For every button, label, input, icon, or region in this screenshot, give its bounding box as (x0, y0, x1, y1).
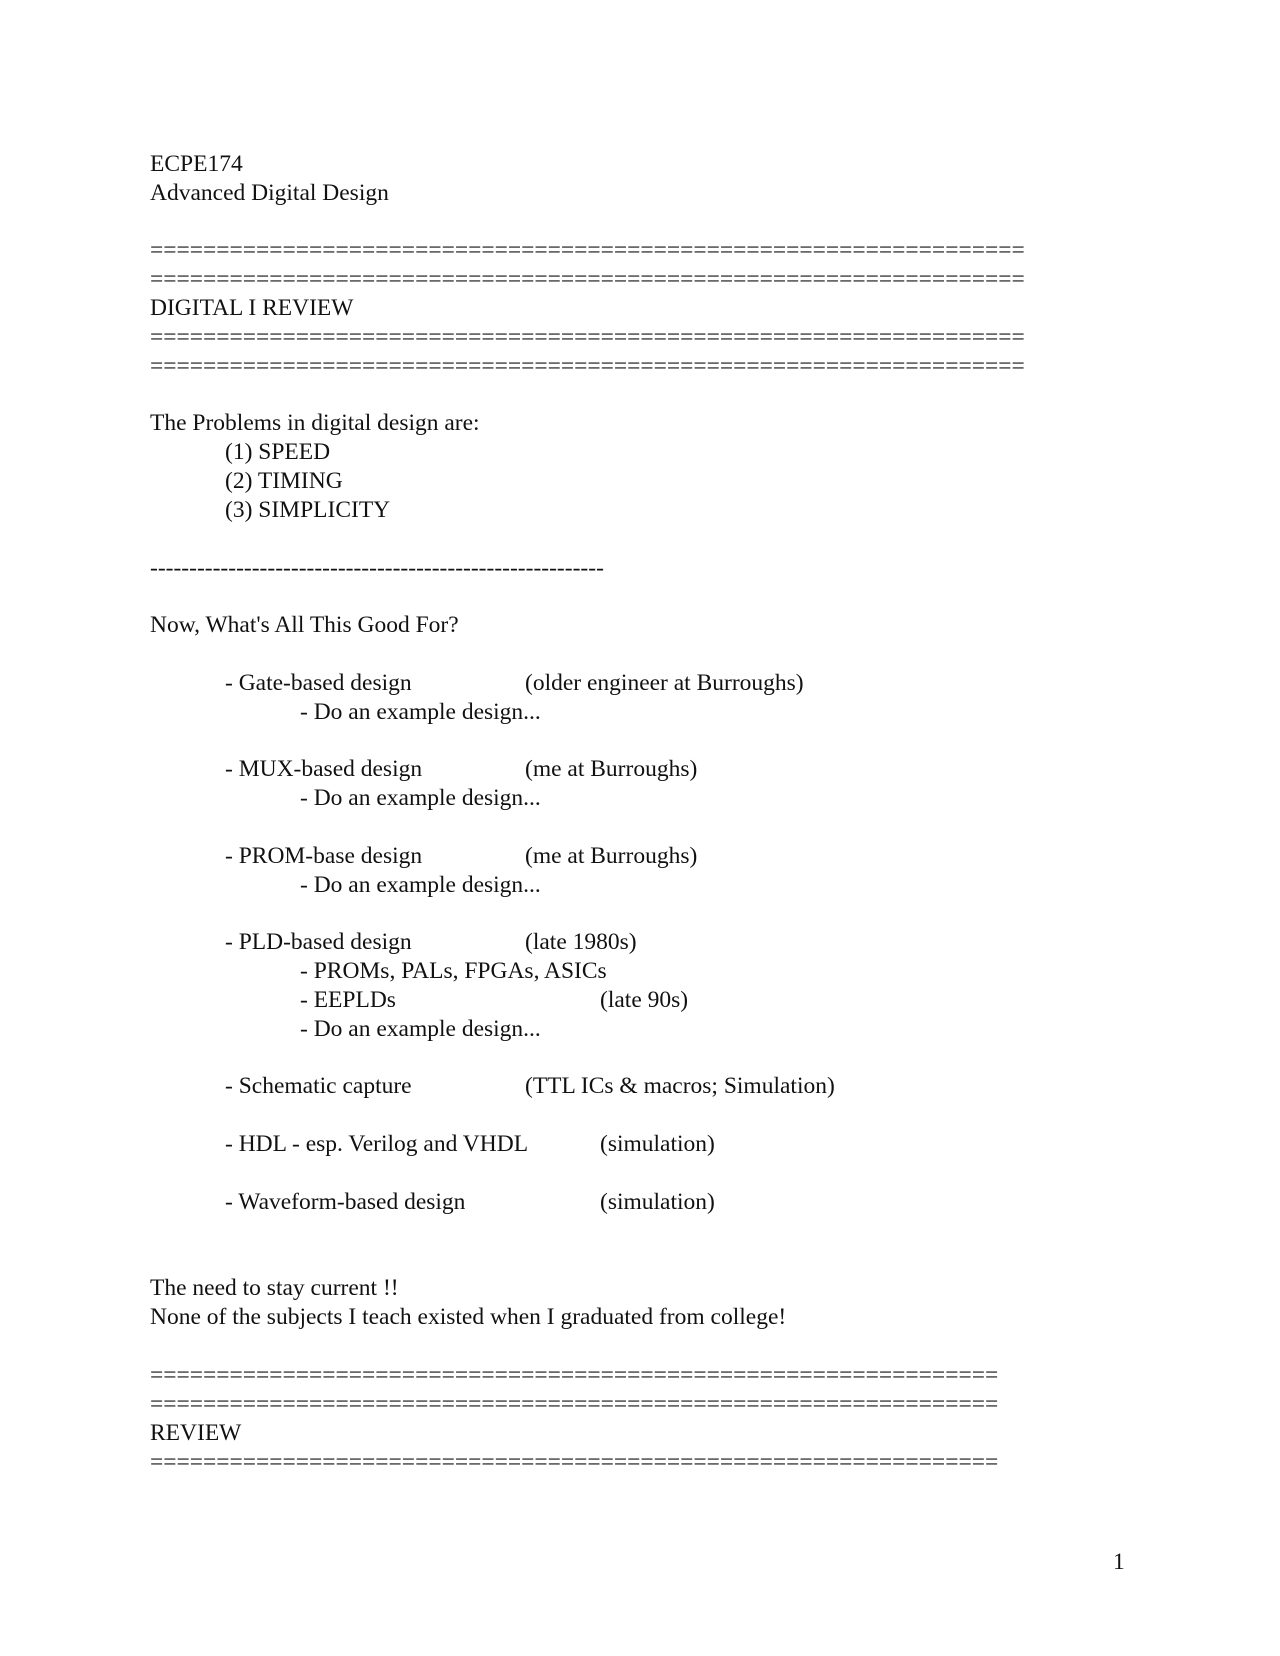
problem-item: (1) SPEED (225, 439, 331, 465)
design-item-note: (me at Burroughs) (525, 843, 698, 869)
design-item-note: (TTL ICs & macros; Simulation) (525, 1073, 835, 1099)
section-heading-digital-review: DIGITAL I REVIEW (150, 295, 354, 321)
problems-intro: The Problems in digital design are: (150, 410, 480, 436)
double-rule: ================================================================ (150, 1449, 999, 1475)
design-item-note: (simulation) (600, 1189, 715, 1215)
problem-item: (2) TIMING (225, 468, 343, 494)
double-rule: ================================================================== (150, 353, 1025, 379)
design-item-label: - MUX-based design (225, 756, 423, 782)
course-title: Advanced Digital Design (150, 180, 389, 206)
design-item-note: (simulation) (600, 1131, 715, 1157)
page-number: 1 (1113, 1549, 1125, 1575)
design-item-note: (older engineer at Burroughs) (525, 670, 804, 696)
double-rule: ================================================================ (150, 1391, 999, 1417)
closing-line: The need to stay current !! (150, 1275, 399, 1301)
section-heading-review: REVIEW (150, 1420, 242, 1446)
section-question: Now, What's All This Good For? (150, 612, 459, 638)
double-rule: ================================================================== (150, 324, 1025, 350)
design-item-note: (late 1980s) (525, 929, 637, 955)
problem-item: (3) SIMPLICITY (225, 497, 391, 523)
dash-rule: ---------------------------------------------------------- (150, 555, 604, 581)
double-rule: ================================================================== (150, 237, 1025, 263)
design-item-label: - PLD-based design (225, 929, 412, 955)
design-item-sub-note: (late 90s) (600, 987, 689, 1013)
design-item-sub: - PROMs, PALs, FPGAs, ASICs (300, 958, 607, 984)
course-code: ECPE174 (150, 151, 243, 177)
design-item-sub: - Do an example design... (300, 785, 541, 811)
closing-line: None of the subjects I teach existed when I graduated from college! (150, 1304, 787, 1330)
design-item-sub: - EEPLDs (300, 987, 396, 1013)
design-item-label: - Waveform-based design (225, 1189, 466, 1215)
design-item-sub: - Do an example design... (300, 1016, 541, 1042)
design-item-label: - PROM-base design (225, 843, 423, 869)
design-item-sub: - Do an example design... (300, 872, 541, 898)
design-item-label: - HDL - esp. Verilog and VHDL (225, 1131, 529, 1157)
double-rule: ================================================================ (150, 1362, 999, 1388)
double-rule: ================================================================== (150, 266, 1025, 292)
design-item-sub: - Do an example design... (300, 699, 541, 725)
design-item-note: (me at Burroughs) (525, 756, 698, 782)
design-item-label: - Schematic capture (225, 1073, 412, 1099)
design-item-label: - Gate-based design (225, 670, 412, 696)
